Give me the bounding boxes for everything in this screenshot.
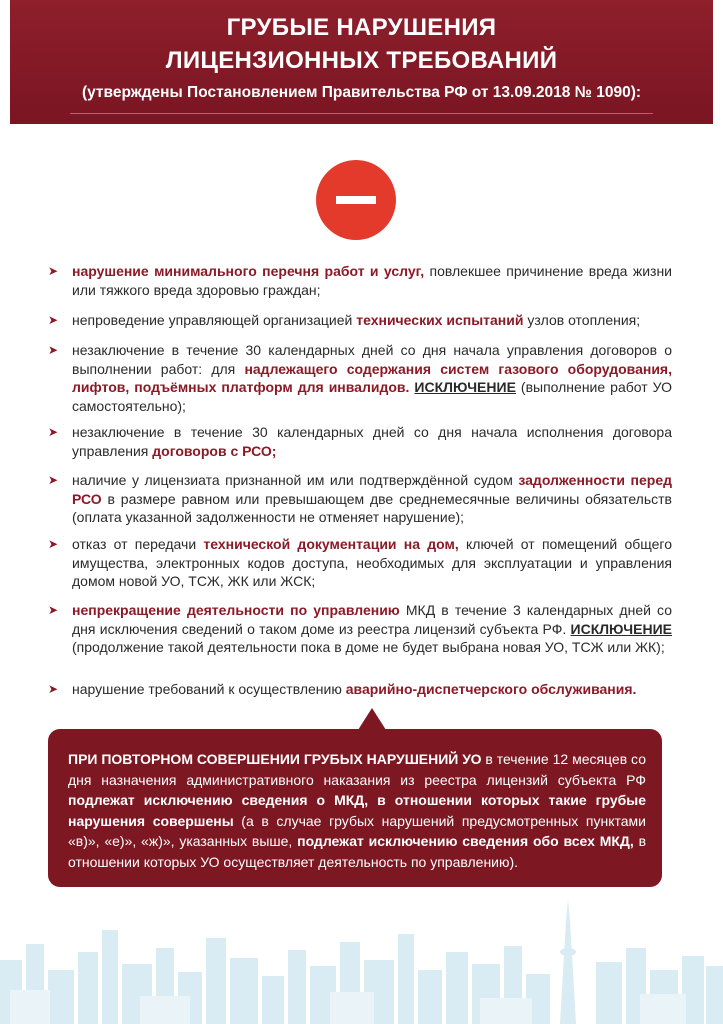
arrow-bullet-icon: ➤	[48, 264, 59, 278]
item-text: в размере равном или превышающем две среднемесячные величины обязательств (оплата указанной задолженности не отменяет нарушение);	[72, 490, 672, 526]
item-text: МКД в течение 3 календарных дней со дня исключения сведений о таком доме из реестра лицензий субъекта РФ.	[72, 602, 672, 637]
item-text: непроведение управляющей организацией	[72, 312, 357, 328]
item-highlight: аварийно-диспетчерского обслуживания.	[345, 681, 637, 697]
notice-plain: в течение 12 месяцев со дня назначения административного наказания из реестра лицензий субъекта РФ	[68, 751, 646, 788]
page-title-line1: ГРУБЫЕ НАРУШЕНИЯ	[226, 14, 497, 41]
item-text: узлов отопления;	[523, 312, 641, 328]
arrow-bullet-icon: ➤	[48, 313, 59, 327]
item-text: отказ от передачи	[72, 536, 204, 552]
item-text: ключей от помещений общего имущества, электронных кодов доступа, необходимых для эксплуатации и управления домом новой УО, ТСЖ, ЖК или ЖСК;	[72, 536, 673, 590]
notice-plain: (а в случае грубых нарушений предусмотренных пунктами «в)», «е)», «ж)», указанных выше,	[68, 812, 646, 849]
page-title-line2: ЛИЦЕНЗИОННЫХ ТРЕБОВАНИЙ	[165, 47, 558, 74]
item-text: незаключение в течение 30 календарных дней со дня начала управления договоров о выполнении работ: для	[72, 342, 672, 377]
item-text: незаключение в течение 30 календарных дней со дня начала исполнения договора управления	[72, 424, 672, 459]
callout-pointer	[358, 708, 386, 730]
header-banner	[10, 0, 713, 124]
item-text: наличие у лицензиата признанной им или подтверждённой судом	[72, 472, 519, 488]
arrow-bullet-icon: ➤	[48, 425, 59, 439]
notice-bold: подлежат исключению сведения обо всех МКД,	[297, 833, 634, 849]
header-divider	[70, 113, 653, 114]
notice-bold: ПРИ ПОВТОРНОМ СОВЕРШЕНИИ ГРУБЫХ НАРУШЕНИЙ УО	[68, 751, 482, 767]
item-text: повлекшее причинение вреда жизни или тяжкого вреда здоровью граждан;	[72, 263, 672, 298]
item-highlight: задолженности перед РСО	[72, 472, 672, 507]
item-text: (продолжение такой деятельности пока в доме не будет выбрана новая УО, ТСЖ или ЖК);	[72, 639, 665, 656]
arrow-bullet-icon: ➤	[48, 682, 59, 696]
notice-plain: в отношении которых УО осуществляет деятельность по управлению).	[68, 833, 647, 870]
city-skyline-illustration	[0, 900, 723, 1024]
exception-label: ИСКЛЮЧЕНИЕ	[570, 620, 672, 637]
no-entry-icon	[316, 160, 396, 240]
arrow-bullet-icon: ➤	[48, 537, 59, 551]
item-highlight: непрекращение деятельности по управлению	[72, 602, 400, 618]
item-text: (выполнение работ УО самостоятельно);	[72, 379, 672, 415]
no-entry-bar	[336, 196, 376, 204]
item-highlight: технических испытаний	[356, 312, 524, 328]
item-highlight: надлежащего содержания систем газового оборудования, лифтов, подъёмных платформ для инвалидов.	[72, 360, 672, 396]
item-highlight: технической документации на дом,	[203, 536, 459, 552]
arrow-bullet-icon: ➤	[48, 343, 59, 357]
notice-text	[68, 749, 646, 872]
item-text: нарушение требований к осуществлению	[72, 681, 346, 697]
item-highlight: нарушение минимального перечня работ и услуг,	[72, 263, 425, 279]
page-subtitle: (утверждены Постановлением Правительства РФ от 13.09.2018 № 1090):	[81, 84, 642, 101]
repeat-violation-notice	[48, 729, 662, 887]
item-highlight: договоров с РСО;	[152, 442, 277, 459]
notice-bold: подлежат исключению сведения о МКД, в отношении которых такие грубые нарушения совершены	[68, 792, 646, 829]
arrow-bullet-icon: ➤	[48, 473, 59, 487]
exception-label: ИСКЛЮЧЕНИЕ	[414, 379, 516, 396]
arrow-bullet-icon: ➤	[48, 603, 59, 617]
